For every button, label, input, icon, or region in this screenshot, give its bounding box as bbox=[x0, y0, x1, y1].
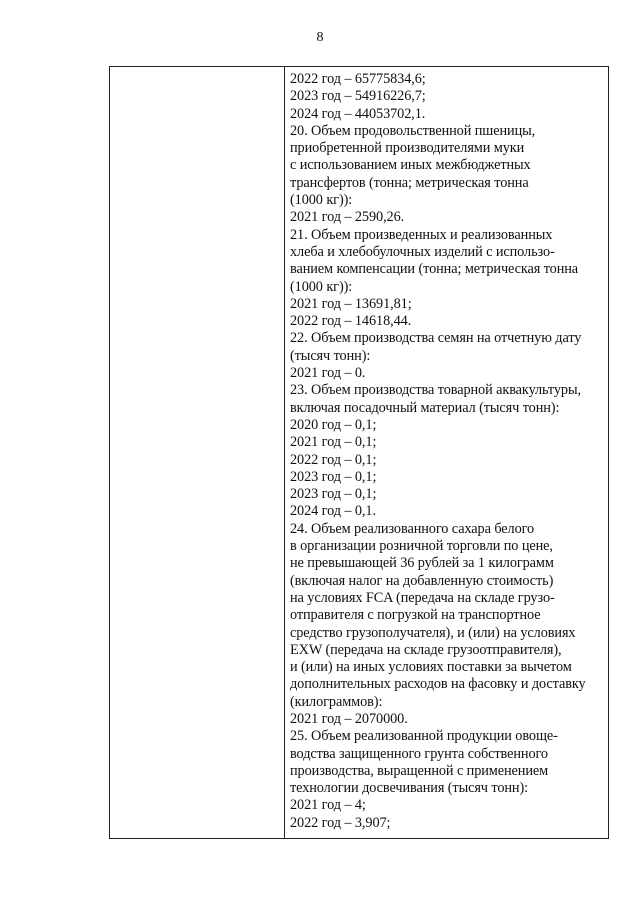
text-line: 2021 год – 0,1; bbox=[290, 434, 377, 451]
text-line: ванием компенсации (тонна; метрическая тонна bbox=[290, 261, 579, 278]
text-line: 2022 год – 14618,44. bbox=[290, 313, 412, 330]
text-line: EXW (передача на складе грузоотправителя), bbox=[290, 641, 562, 658]
text-line: приобретенной производителями муки bbox=[290, 140, 525, 157]
text-line: 2021 год – 4; bbox=[290, 797, 366, 814]
text-line: 2022 год – 3,907; bbox=[290, 814, 391, 831]
text-line: 2023 год – 0,1; bbox=[290, 486, 377, 503]
text-line: средство грузополучателя), и (или) на условиях bbox=[290, 624, 576, 641]
text-line: 2023 год – 0,1; bbox=[290, 468, 377, 485]
text-line: (тысяч тонн): bbox=[290, 347, 371, 364]
table-cell-content bbox=[290, 71, 606, 832]
text-line: технологии досвечивания (тысяч тонн): bbox=[290, 780, 529, 797]
text-line: 2021 год – 13691,81; bbox=[290, 295, 412, 312]
text-line: отправителя с погрузкой на транспортное bbox=[290, 607, 541, 624]
text-line: производства, выращенной с применением bbox=[290, 762, 549, 779]
text-line: 21. Объем произведенных и реализованных bbox=[290, 226, 553, 243]
page-number: 8 bbox=[316, 30, 324, 45]
text-line: дополнительных расходов на фасовку и доставку bbox=[290, 676, 586, 693]
text-line: с использованием иных межбюджетных bbox=[290, 157, 531, 174]
text-line: (включая налог на добавленную стоимость) bbox=[290, 572, 554, 589]
text-line: 25. Объем реализованной продукции овоще- bbox=[290, 728, 558, 745]
text-line: 2023 год – 54916226,7; bbox=[290, 88, 426, 105]
text-line: 2024 год – 44053702,1. bbox=[290, 105, 426, 122]
text-line: не превышающей 36 рублей за 1 килограмм bbox=[290, 555, 554, 572]
text-line: водства защищенного грунта собственного bbox=[290, 745, 548, 762]
text-line: 22. Объем производства семян на отчетную дату bbox=[290, 330, 582, 347]
text-line: (1000 кг)): bbox=[290, 278, 353, 295]
text-line: (килограммов): bbox=[290, 693, 383, 710]
text-line: трансфертов (тонна; метрическая тонна bbox=[290, 174, 529, 191]
text-line: 2024 год – 0,1. bbox=[290, 503, 376, 520]
text-line: 23. Объем производства товарной аквакультуры, bbox=[290, 382, 581, 399]
text-line: 20. Объем продовольственной пшеницы, bbox=[290, 122, 536, 139]
text-line: 2021 год – 0. bbox=[290, 365, 366, 382]
text-line: включая посадочный материал (тысяч тонн): bbox=[290, 399, 560, 416]
text-line: 24. Объем реализованного сахара белого bbox=[290, 520, 535, 537]
text-line: (1000 кг)): bbox=[290, 192, 353, 209]
text-line: на условиях FCA (передача на складе грузо- bbox=[290, 589, 555, 606]
text-line: 2022 год – 65775834,6; bbox=[290, 71, 426, 87]
text-line: в организации розничной торговли по цене, bbox=[290, 538, 553, 555]
text-line: 2021 год – 2070000. bbox=[290, 710, 408, 727]
text-line: хлеба и хлебобулочных изделий с использо- bbox=[290, 243, 555, 260]
text-line: 2021 год – 2590,26. bbox=[290, 209, 405, 226]
text-line: и (или) на иных условиях поставки за вычетом bbox=[290, 659, 572, 676]
text-line: 2020 год – 0,1; bbox=[290, 416, 377, 433]
document-table bbox=[109, 66, 609, 839]
text-line: 2022 год – 0,1; bbox=[290, 451, 377, 468]
column-divider bbox=[284, 67, 285, 838]
